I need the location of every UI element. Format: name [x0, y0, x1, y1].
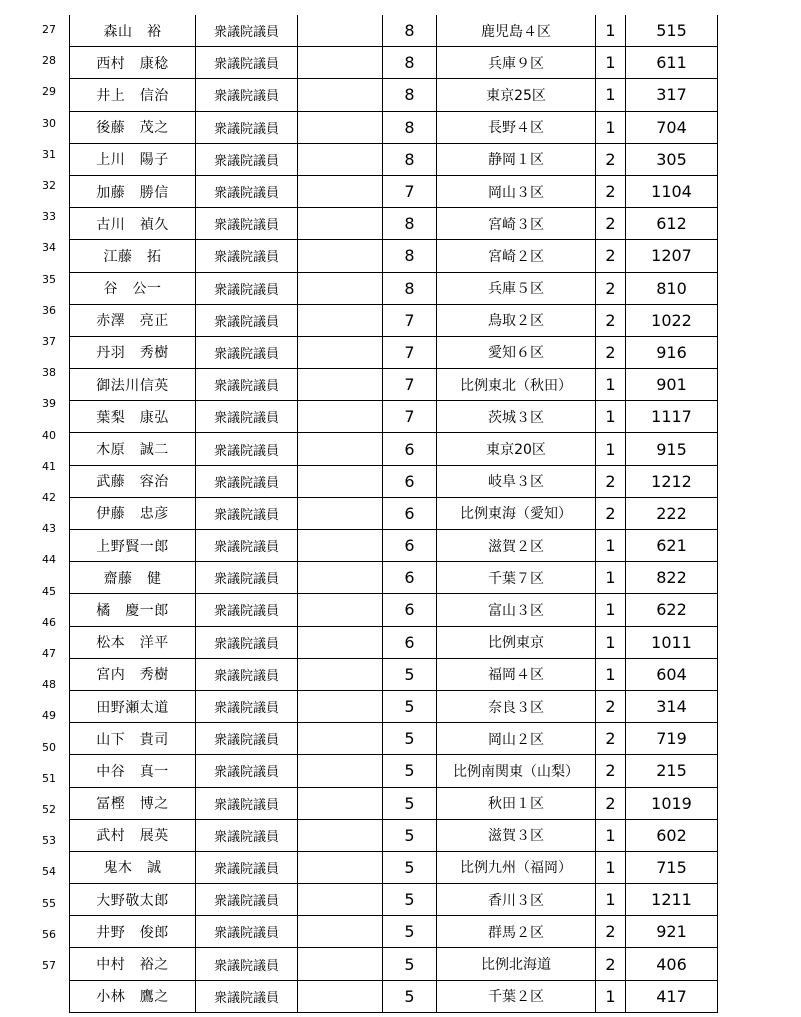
rank-cell: 314 [626, 690, 718, 722]
blank-cell [298, 626, 383, 658]
position-cell: 衆議院議員 [196, 79, 298, 111]
member-name-cell: 江藤 拓 [70, 240, 196, 272]
blank-cell [298, 562, 383, 594]
rank-cell: 305 [626, 143, 718, 175]
member-name-cell: 井上 信治 [70, 79, 196, 111]
table-row [70, 272, 718, 304]
table-row [70, 47, 718, 79]
blank-cell [298, 111, 383, 143]
kind-cell: 2 [596, 175, 626, 207]
district-cell: 比例南関東（山梨） [437, 755, 596, 787]
table-row [70, 562, 718, 594]
kind-cell: 1 [596, 626, 626, 658]
kind-cell: 2 [596, 948, 626, 980]
position-cell: 衆議院議員 [196, 594, 298, 626]
rank-cell: 515 [626, 15, 718, 47]
blank-cell [298, 433, 383, 465]
kind-cell: 2 [596, 272, 626, 304]
kind-cell: 1 [596, 47, 626, 79]
rank-cell: 622 [626, 594, 718, 626]
district-cell: 比例東海（愛知） [437, 497, 596, 529]
kind-cell: 2 [596, 208, 626, 240]
member-name-cell: 木原 誠二 [70, 433, 196, 465]
position-cell: 衆議院議員 [196, 723, 298, 755]
kind-cell: 2 [596, 755, 626, 787]
member-name-cell: 中谷 真一 [70, 755, 196, 787]
position-cell: 衆議院議員 [196, 304, 298, 336]
row-number: 54 [42, 865, 56, 879]
position-cell: 衆議院議員 [196, 15, 298, 47]
district-cell: 比例北海道 [437, 948, 596, 980]
table-row [70, 851, 718, 883]
terms-cell: 7 [383, 401, 437, 433]
kind-cell: 1 [596, 401, 626, 433]
table-row [70, 240, 718, 272]
district-cell: 兵庫９区 [437, 47, 596, 79]
position-cell: 衆議院議員 [196, 47, 298, 79]
rank-cell: 1117 [626, 401, 718, 433]
terms-cell: 8 [383, 208, 437, 240]
table-row [70, 465, 718, 497]
position-cell: 衆議院議員 [196, 369, 298, 401]
row-number: 52 [42, 803, 56, 816]
row-number: 47 [42, 647, 56, 660]
terms-cell: 5 [383, 851, 437, 883]
terms-cell: 7 [383, 369, 437, 401]
blank-cell [298, 916, 383, 948]
member-name-cell: 上川 陽子 [70, 143, 196, 175]
blank-cell [298, 948, 383, 980]
row-number: 50 [42, 740, 56, 754]
rank-cell: 1019 [626, 787, 718, 819]
blank-cell [298, 690, 383, 722]
district-cell: 滋賀２区 [437, 530, 596, 562]
district-cell: 愛知６区 [437, 336, 596, 368]
terms-cell: 8 [383, 272, 437, 304]
position-cell: 衆議院議員 [196, 208, 298, 240]
kind-cell: 1 [596, 884, 626, 916]
member-name-cell: 齋藤 健 [70, 562, 196, 594]
position-cell: 衆議院議員 [196, 819, 298, 851]
district-cell: 東京20区 [437, 433, 596, 465]
member-name-cell: 上野賢一郎 [70, 530, 196, 562]
kind-cell: 2 [596, 690, 626, 722]
member-name-cell: 谷 公一 [70, 272, 196, 304]
terms-cell: 7 [383, 304, 437, 336]
kind-cell: 2 [596, 143, 626, 175]
district-cell: 比例東京 [437, 626, 596, 658]
blank-cell [298, 175, 383, 207]
table-row [70, 594, 718, 626]
district-cell: 静岡１区 [437, 143, 596, 175]
terms-cell: 5 [383, 723, 437, 755]
kind-cell: 2 [596, 336, 626, 368]
position-cell: 衆議院議員 [196, 626, 298, 658]
table-row [70, 723, 718, 755]
row-number: 28 [42, 54, 56, 68]
kind-cell: 1 [596, 433, 626, 465]
table-row [70, 755, 718, 787]
terms-cell: 5 [383, 980, 437, 1012]
blank-cell [298, 497, 383, 529]
row-number: 36 [42, 303, 56, 317]
district-cell: 奈良３区 [437, 690, 596, 722]
table-row [70, 497, 718, 529]
position-cell: 衆議院議員 [196, 175, 298, 207]
kind-cell: 2 [596, 465, 626, 497]
rank-cell: 317 [626, 79, 718, 111]
district-cell: 比例九州（福岡） [437, 851, 596, 883]
blank-cell [298, 369, 383, 401]
rank-cell: 921 [626, 916, 718, 948]
district-cell: 鳥取２区 [437, 304, 596, 336]
rank-cell: 822 [626, 562, 718, 594]
table-row [70, 15, 718, 47]
table-row [70, 208, 718, 240]
member-name-cell: 鬼木 誠 [70, 851, 196, 883]
blank-cell [298, 755, 383, 787]
position-cell: 衆議院議員 [196, 240, 298, 272]
terms-cell: 6 [383, 594, 437, 626]
kind-cell: 1 [596, 562, 626, 594]
district-cell: 福岡４区 [437, 658, 596, 690]
table-row [70, 79, 718, 111]
position-cell: 衆議院議員 [196, 497, 298, 529]
position-cell: 衆議院議員 [196, 690, 298, 722]
blank-cell [298, 47, 383, 79]
table-row [70, 819, 718, 851]
row-number: 57 [42, 959, 56, 972]
row-number: 38 [42, 366, 56, 380]
rank-cell: 704 [626, 111, 718, 143]
rank-cell: 417 [626, 980, 718, 1012]
terms-cell: 8 [383, 15, 437, 47]
kind-cell: 2 [596, 497, 626, 529]
position-cell: 衆議院議員 [196, 433, 298, 465]
row-number: 31 [42, 147, 56, 161]
position-cell: 衆議院議員 [196, 336, 298, 368]
terms-cell: 5 [383, 787, 437, 819]
member-name-cell: 古川 禎久 [70, 208, 196, 240]
kind-cell: 1 [596, 111, 626, 143]
terms-cell: 6 [383, 433, 437, 465]
position-cell: 衆議院議員 [196, 562, 298, 594]
kind-cell: 1 [596, 79, 626, 111]
blank-cell [298, 851, 383, 883]
member-name-cell: 伊藤 忠彦 [70, 497, 196, 529]
position-cell: 衆議院議員 [196, 465, 298, 497]
kind-cell: 1 [596, 851, 626, 883]
terms-cell: 5 [383, 658, 437, 690]
table-row [70, 336, 718, 368]
table-row [70, 143, 718, 175]
member-name-cell: 丹羽 秀樹 [70, 336, 196, 368]
position-cell: 衆議院議員 [196, 755, 298, 787]
rank-cell: 715 [626, 851, 718, 883]
member-name-cell: 葉梨 康弘 [70, 401, 196, 433]
position-cell: 衆議院議員 [196, 143, 298, 175]
district-cell: 香川３区 [437, 884, 596, 916]
member-table-body [70, 15, 718, 1012]
member-name-cell: 山下 貴司 [70, 723, 196, 755]
kind-cell: 1 [596, 369, 626, 401]
kind-cell: 2 [596, 916, 626, 948]
kind-cell: 1 [596, 15, 626, 47]
row-number: 49 [42, 709, 56, 723]
terms-cell: 5 [383, 884, 437, 916]
kind-cell: 1 [596, 658, 626, 690]
blank-cell [298, 819, 383, 851]
rank-cell: 611 [626, 47, 718, 79]
position-cell: 衆議院議員 [196, 272, 298, 304]
member-name-cell: 武村 展英 [70, 819, 196, 851]
kind-cell: 2 [596, 240, 626, 272]
row-number: 43 [42, 522, 56, 536]
blank-cell [298, 401, 383, 433]
row-number: 37 [42, 335, 56, 348]
blank-cell [298, 723, 383, 755]
terms-cell: 6 [383, 562, 437, 594]
member-name-cell: 松本 洋平 [70, 626, 196, 658]
terms-cell: 6 [383, 497, 437, 529]
blank-cell [298, 208, 383, 240]
member-name-cell: 大野敬太郎 [70, 884, 196, 916]
blank-cell [298, 465, 383, 497]
member-name-cell: 橘 慶一郎 [70, 594, 196, 626]
member-name-cell: 武藤 容治 [70, 465, 196, 497]
terms-cell: 5 [383, 690, 437, 722]
table-row [70, 626, 718, 658]
rank-cell: 1022 [626, 304, 718, 336]
table-row [70, 980, 718, 1012]
kind-cell: 2 [596, 787, 626, 819]
district-cell: 比例東北（秋田） [437, 369, 596, 401]
blank-cell [298, 658, 383, 690]
table-row [70, 884, 718, 916]
member-name-cell: 田野瀬太道 [70, 690, 196, 722]
position-cell: 衆議院議員 [196, 658, 298, 690]
blank-cell [298, 272, 383, 304]
row-number: 32 [42, 179, 56, 192]
row-number: 44 [42, 553, 56, 567]
district-cell: 岡山２区 [437, 723, 596, 755]
blank-cell [298, 336, 383, 368]
district-cell: 長野４区 [437, 111, 596, 143]
position-cell: 衆議院議員 [196, 948, 298, 980]
position-cell: 衆議院議員 [196, 111, 298, 143]
rank-cell: 612 [626, 208, 718, 240]
position-cell: 衆議院議員 [196, 916, 298, 948]
terms-cell: 7 [383, 336, 437, 368]
rank-cell: 222 [626, 497, 718, 529]
blank-cell [298, 980, 383, 1012]
district-cell: 滋賀３区 [437, 819, 596, 851]
kind-cell: 2 [596, 304, 626, 336]
terms-cell: 7 [383, 175, 437, 207]
district-cell: 鹿児島４区 [437, 15, 596, 47]
district-cell: 兵庫５区 [437, 272, 596, 304]
rank-cell: 1104 [626, 175, 718, 207]
row-number: 40 [42, 428, 56, 442]
district-cell: 茨城３区 [437, 401, 596, 433]
district-cell: 秋田１区 [437, 787, 596, 819]
rank-cell: 1011 [626, 626, 718, 658]
blank-cell [298, 787, 383, 819]
position-cell: 衆議院議員 [196, 787, 298, 819]
position-cell: 衆議院議員 [196, 980, 298, 1012]
kind-cell: 1 [596, 530, 626, 562]
terms-cell: 8 [383, 79, 437, 111]
district-cell: 宮崎３区 [437, 208, 596, 240]
table-row [70, 369, 718, 401]
terms-cell: 8 [383, 240, 437, 272]
row-number: 35 [42, 272, 56, 286]
rank-cell: 215 [626, 755, 718, 787]
position-cell: 衆議院議員 [196, 851, 298, 883]
rank-cell: 719 [626, 723, 718, 755]
table-row [70, 787, 718, 819]
row-number: 30 [42, 116, 56, 130]
district-cell: 千葉２区 [437, 980, 596, 1012]
member-name-cell: 冨樫 博之 [70, 787, 196, 819]
position-cell: 衆議院議員 [196, 530, 298, 562]
district-cell: 岐阜３区 [437, 465, 596, 497]
rank-cell: 602 [626, 819, 718, 851]
blank-cell [298, 240, 383, 272]
table-row [70, 304, 718, 336]
row-number: 34 [42, 241, 56, 255]
rank-cell: 621 [626, 530, 718, 562]
district-cell: 千葉７区 [437, 562, 596, 594]
district-cell: 富山３区 [437, 594, 596, 626]
blank-cell [298, 15, 383, 47]
terms-cell: 5 [383, 755, 437, 787]
row-number: 27 [42, 23, 56, 36]
district-cell: 群馬２区 [437, 916, 596, 948]
rank-cell: 604 [626, 658, 718, 690]
blank-cell [298, 884, 383, 916]
table-row [70, 948, 718, 980]
row-number: 33 [42, 210, 56, 224]
table-row [70, 433, 718, 465]
district-cell: 岡山３区 [437, 175, 596, 207]
row-number: 53 [42, 834, 56, 848]
kind-cell: 2 [596, 723, 626, 755]
rank-cell: 1212 [626, 465, 718, 497]
member-name-cell: 森山 裕 [70, 15, 196, 47]
district-cell: 宮崎２区 [437, 240, 596, 272]
row-number: 39 [42, 397, 56, 411]
rank-cell: 916 [626, 336, 718, 368]
member-table [69, 15, 718, 1013]
member-name-cell: 後藤 茂之 [70, 111, 196, 143]
member-name-cell: 御法川信英 [70, 369, 196, 401]
member-name-cell: 小林 鷹之 [70, 980, 196, 1012]
rank-cell: 901 [626, 369, 718, 401]
terms-cell: 6 [383, 530, 437, 562]
row-number: 48 [42, 678, 56, 692]
member-name-cell: 加藤 勝信 [70, 175, 196, 207]
kind-cell: 1 [596, 594, 626, 626]
blank-cell [298, 530, 383, 562]
rank-cell: 1207 [626, 240, 718, 272]
rank-cell: 915 [626, 433, 718, 465]
row-number: 51 [42, 771, 56, 785]
position-cell: 衆議院議員 [196, 401, 298, 433]
terms-cell: 6 [383, 465, 437, 497]
table-row [70, 690, 718, 722]
blank-cell [298, 594, 383, 626]
kind-cell: 1 [596, 980, 626, 1012]
blank-cell [298, 304, 383, 336]
row-number: 29 [42, 85, 56, 99]
terms-cell: 8 [383, 47, 437, 79]
table-row [70, 530, 718, 562]
table-row [70, 111, 718, 143]
blank-cell [298, 79, 383, 111]
district-cell: 東京25区 [437, 79, 596, 111]
row-number: 56 [42, 927, 56, 941]
row-number: 41 [42, 459, 56, 473]
terms-cell: 5 [383, 948, 437, 980]
row-number: 42 [42, 491, 56, 504]
rank-cell: 810 [626, 272, 718, 304]
row-number: 45 [42, 584, 56, 598]
row-number: 46 [42, 615, 56, 629]
table-row [70, 916, 718, 948]
table-row [70, 401, 718, 433]
terms-cell: 8 [383, 143, 437, 175]
rank-cell: 406 [626, 948, 718, 980]
position-cell: 衆議院議員 [196, 884, 298, 916]
row-number: 55 [42, 896, 56, 910]
member-name-cell: 西村 康稔 [70, 47, 196, 79]
member-name-cell: 宮内 秀樹 [70, 658, 196, 690]
member-name-cell: 赤澤 亮正 [70, 304, 196, 336]
member-name-cell: 井野 俊郎 [70, 916, 196, 948]
member-name-cell: 中村 裕之 [70, 948, 196, 980]
terms-cell: 6 [383, 626, 437, 658]
terms-cell: 5 [383, 819, 437, 851]
rank-cell: 1211 [626, 884, 718, 916]
kind-cell: 1 [596, 819, 626, 851]
blank-cell [298, 143, 383, 175]
table-row [70, 658, 718, 690]
terms-cell: 8 [383, 111, 437, 143]
table-row [70, 175, 718, 207]
terms-cell: 5 [383, 916, 437, 948]
